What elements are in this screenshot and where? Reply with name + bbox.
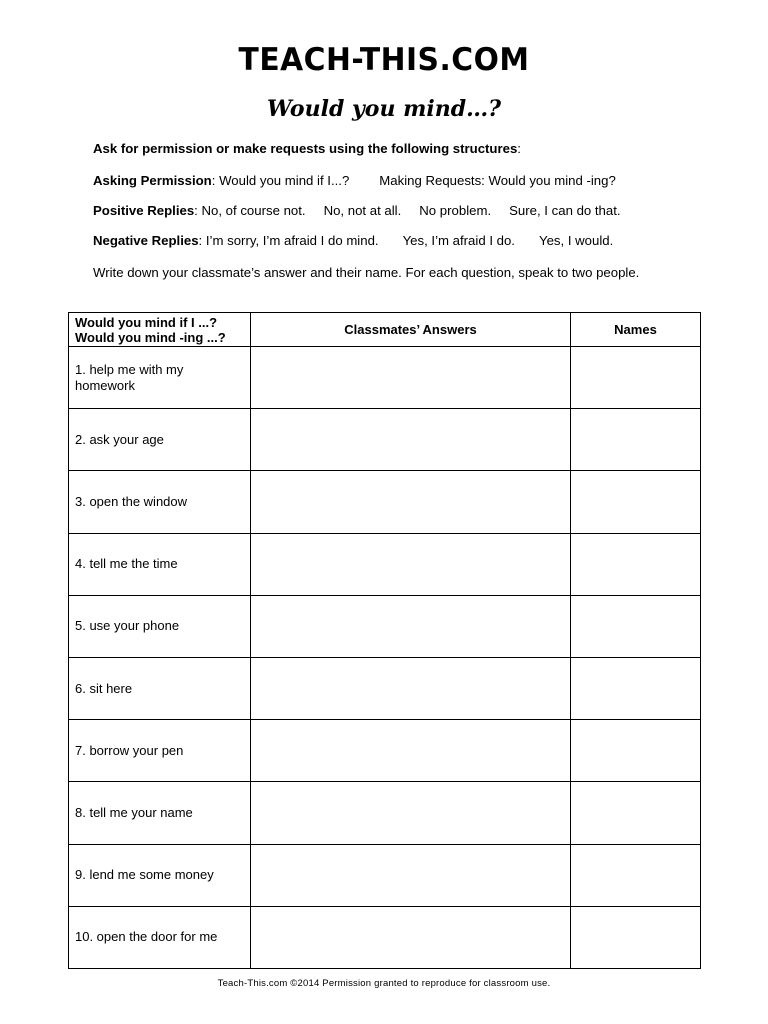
copyright-footer: Teach-This.com ©2014 Permission granted to reproduce for classroom use. bbox=[217, 978, 551, 989]
name-cell[interactable] bbox=[571, 471, 701, 533]
name-cell[interactable] bbox=[571, 782, 701, 844]
table-row bbox=[69, 533, 701, 595]
table-header-row bbox=[69, 313, 701, 347]
answer-cell[interactable] bbox=[251, 533, 571, 595]
write-instruction: Write down your classmate’s answer and their name. For each question, speak to two people. bbox=[93, 265, 640, 280]
negative-reply: Yes, I would. bbox=[538, 233, 614, 248]
answer-cell[interactable] bbox=[251, 657, 571, 719]
negative-replies-label: Negative Replies bbox=[93, 233, 199, 248]
asking-sep: : bbox=[211, 173, 220, 188]
name-cell[interactable] bbox=[571, 720, 701, 782]
answer-cell[interactable] bbox=[251, 844, 571, 906]
permission-structure: Would you mind if I...? bbox=[219, 173, 350, 188]
question-cell: 3. open the window bbox=[69, 471, 251, 533]
table-row bbox=[69, 782, 701, 844]
positive-reply: No, of course not. bbox=[201, 203, 306, 218]
positive-replies-label: Positive Replies bbox=[93, 203, 195, 218]
positive-sep: : bbox=[194, 203, 202, 218]
positive-reply: Sure, I can do that. bbox=[509, 203, 621, 218]
answer-cell[interactable] bbox=[251, 906, 571, 968]
table-row bbox=[69, 657, 701, 719]
answer-cell[interactable] bbox=[251, 720, 571, 782]
instructions-line bbox=[93, 141, 521, 157]
negative-sep: : bbox=[198, 233, 206, 248]
table-row bbox=[69, 471, 701, 533]
positive-reply: No problem. bbox=[419, 203, 492, 218]
name-cell[interactable] bbox=[571, 347, 701, 409]
answers-table bbox=[68, 312, 701, 969]
table-row bbox=[69, 906, 701, 968]
name-cell[interactable] bbox=[571, 844, 701, 906]
name-cell[interactable] bbox=[571, 906, 701, 968]
making-requests-structure: Making Requests: Would you mind -ing? bbox=[379, 173, 616, 188]
table-row bbox=[69, 409, 701, 471]
question-cell: 8. tell me your name bbox=[69, 782, 251, 844]
negative-reply: Yes, I’m afraid I do. bbox=[402, 233, 515, 248]
negative-reply: I’m sorry, I’m afraid I do mind. bbox=[205, 233, 379, 248]
question-cell: 10. open the door for me bbox=[69, 906, 251, 968]
answer-cell[interactable] bbox=[251, 782, 571, 844]
worksheet-title: Would you mind…? bbox=[267, 96, 501, 122]
question-cell: 9. lend me some money bbox=[69, 844, 251, 906]
instructions-text: Ask for permission or make requests using the following structures bbox=[93, 141, 518, 156]
positive-reply: No, not at all. bbox=[323, 203, 402, 218]
question-cell: 7. borrow your pen bbox=[69, 720, 251, 782]
question-cell: 4. tell me the time bbox=[69, 533, 251, 595]
question-cell: 1. help me with my homework bbox=[69, 347, 251, 409]
table-row bbox=[69, 844, 701, 906]
question-cell: 2. ask your age bbox=[69, 409, 251, 471]
name-cell[interactable] bbox=[571, 409, 701, 471]
asking-permission-line bbox=[93, 173, 675, 189]
instructions-colon: : bbox=[517, 141, 521, 156]
answer-cell[interactable] bbox=[251, 409, 571, 471]
site-title: TEACH-THIS.COM bbox=[238, 42, 530, 78]
table-row bbox=[69, 595, 701, 657]
name-cell[interactable] bbox=[571, 533, 701, 595]
asking-permission-label: Asking Permission bbox=[93, 173, 212, 188]
table-row bbox=[69, 347, 701, 409]
question-cell: 5. use your phone bbox=[69, 595, 251, 657]
answers-column-header: Classmates’ Answers bbox=[251, 313, 571, 347]
answer-cell[interactable] bbox=[251, 595, 571, 657]
question-column-header bbox=[69, 313, 251, 347]
answer-cell[interactable] bbox=[251, 347, 571, 409]
name-cell[interactable] bbox=[571, 595, 701, 657]
answer-cell[interactable] bbox=[251, 471, 571, 533]
name-cell[interactable] bbox=[571, 657, 701, 719]
question-header-line1: Would you mind if I ...? bbox=[75, 314, 218, 330]
table-row bbox=[69, 720, 701, 782]
question-header-line2: Would you mind -ing ...? bbox=[75, 329, 226, 345]
negative-replies-line bbox=[93, 233, 675, 249]
positive-replies-line bbox=[93, 203, 675, 219]
question-cell: 6. sit here bbox=[69, 657, 251, 719]
names-column-header: Names bbox=[571, 313, 701, 347]
